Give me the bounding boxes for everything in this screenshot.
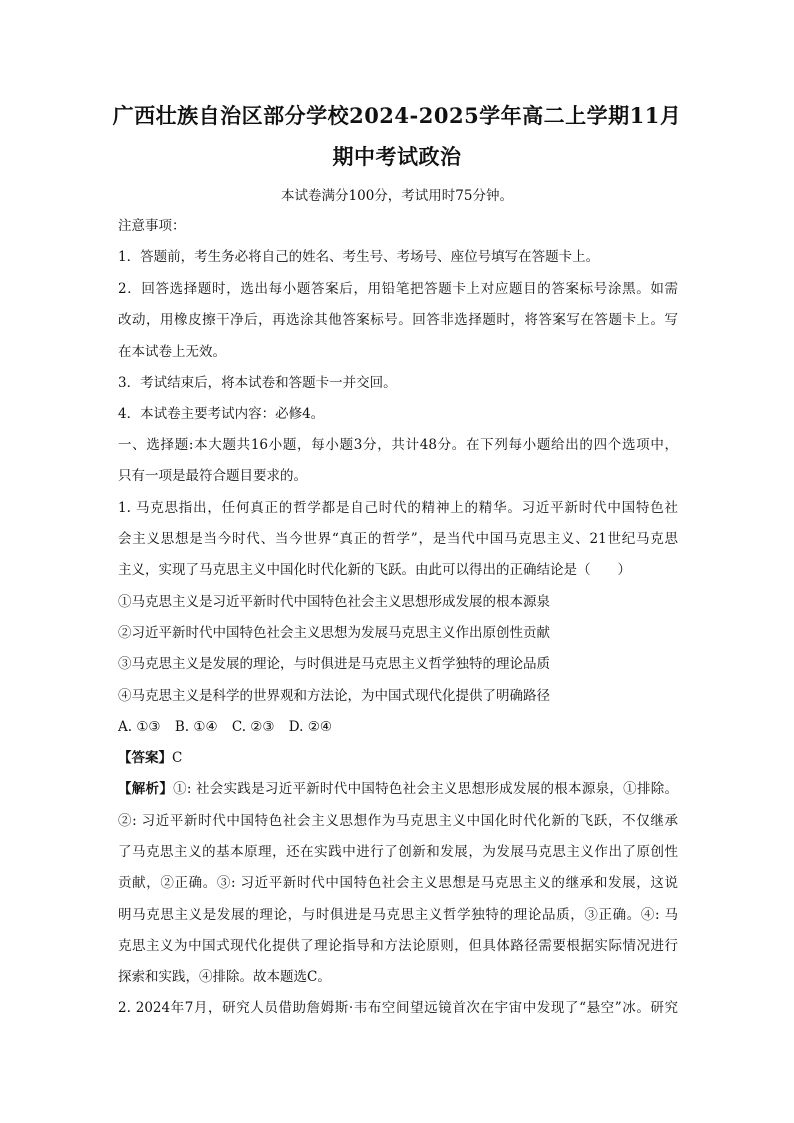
- question-1-stem-line1: 1. 马克思指出，任何真正的哲学都是自己时代的精神上的精华。习近平新时代中国特色社: [118, 500, 678, 516]
- analysis-label: 【解析】: [118, 781, 174, 797]
- analysis-line6: 克思主义为中国式现代化提供了理论指导和方法论原则，但具体路径需要根据实际情况进行: [118, 938, 678, 954]
- question-1-stem-line3: 主义，实现了马克思主义中国化时代化新的飞跃。由此可以得出的正确结论是（ ）: [118, 562, 631, 578]
- question-1-stem-line2: 会主义思想是当今时代、当今世界“真正的哲学”，是当代中国马克思主义、21世纪马克思: [118, 531, 678, 547]
- notice-item-2-line2: 改动，用橡皮擦干净后，再选涂其他答案标号。回答非选择题时，将答案写在答题卡上。写: [118, 312, 678, 328]
- exam-title-line1: 广西壮族自治区部分学校2024-2025学年高二上学期11月: [112, 103, 682, 128]
- analysis-line7: 探索和实践，④排除。故本题选C。: [118, 969, 331, 985]
- notice-item-3: 3．考试结束后，将本试卷和答题卡一并交回。: [118, 375, 397, 391]
- question-1-options: [118, 717, 678, 737]
- option-c: C. ②③: [231, 719, 275, 735]
- notice-item-2-line3: 在本试卷上无效。: [118, 344, 226, 360]
- section-heading-line2: 只有一项是最符合题目要求的。: [118, 468, 307, 484]
- notice-item-1: 1．答题前，考生务必将自己的姓名、考生号、考场号、座位号填写在答题卡上。: [118, 249, 600, 265]
- analysis-line3: 了马克思主义的基本原理，还在实践中进行了创新和发展，为发展马克思主义作出了原创性: [118, 844, 678, 860]
- analysis-line2: ②: 习近平新时代中国特色社会主义思想作为马克思主义中国化时代化新的飞跃，不仅继承: [118, 813, 678, 829]
- notice-item-4: 4．本试卷主要考试内容：必修4。: [118, 406, 325, 422]
- option-d: D. ②④: [288, 719, 332, 735]
- option-a: A. ①③: [118, 719, 161, 735]
- option-b: B. ①④: [174, 719, 218, 735]
- question-1-statement-2: ②习近平新时代中国特色社会主义思想为发展马克思主义作出原创性贡献: [118, 625, 550, 641]
- question-1-statement-3: ③马克思主义是发展的理论，与时俱进是马克思主义哲学独特的理论品质: [118, 656, 550, 672]
- answer-label: 【答案】: [118, 750, 172, 766]
- exam-subtitle: 本试卷满分100分，考试用时75分钟。: [281, 188, 513, 204]
- question-1-answer: [118, 748, 678, 768]
- analysis-text-1: ①: 社会实践是习近平新时代中国特色社会主义思想形成发展的根本源泉，①排除。: [173, 781, 679, 797]
- exam-title-line2: 期中考试政治: [332, 144, 462, 169]
- notice-heading: 注意事项：: [118, 218, 186, 234]
- question-1-statement-1: ①马克思主义是习近平新时代中国特色社会主义思想形成发展的根本源泉: [118, 594, 550, 610]
- analysis-line5: 明马克思主义是发展的理论，与时俱进是马克思主义哲学独特的理论品质，③正确。④: 马: [118, 907, 678, 923]
- question-1-statement-4: ④马克思主义是科学的世界观和方法论，为中国式现代化提供了明确路径: [118, 688, 550, 704]
- question-2-stem-line1: 2. 2024年7月，研究人员借助詹姆斯·韦布空间望远镜首次在宇宙中发现了“悬空”冰。研究: [118, 1000, 678, 1016]
- analysis-line4: 贡献，②正确。③: 习近平新时代中国特色社会主义思想是马克思主义的继承和发展，这说: [118, 875, 678, 891]
- notice-item-2-line1: 2．回答选择题时，选出每小题答案后，用铅笔把答题卡上对应题目的答案标号涂黑。如需: [118, 281, 678, 297]
- answer-value: C: [172, 750, 183, 766]
- section-heading-line1: 一、选择题:本大题共16小题，每小题3分，共计48分。在下列每小题给出的四个选项中，: [118, 437, 678, 453]
- analysis-line1: [118, 779, 678, 799]
